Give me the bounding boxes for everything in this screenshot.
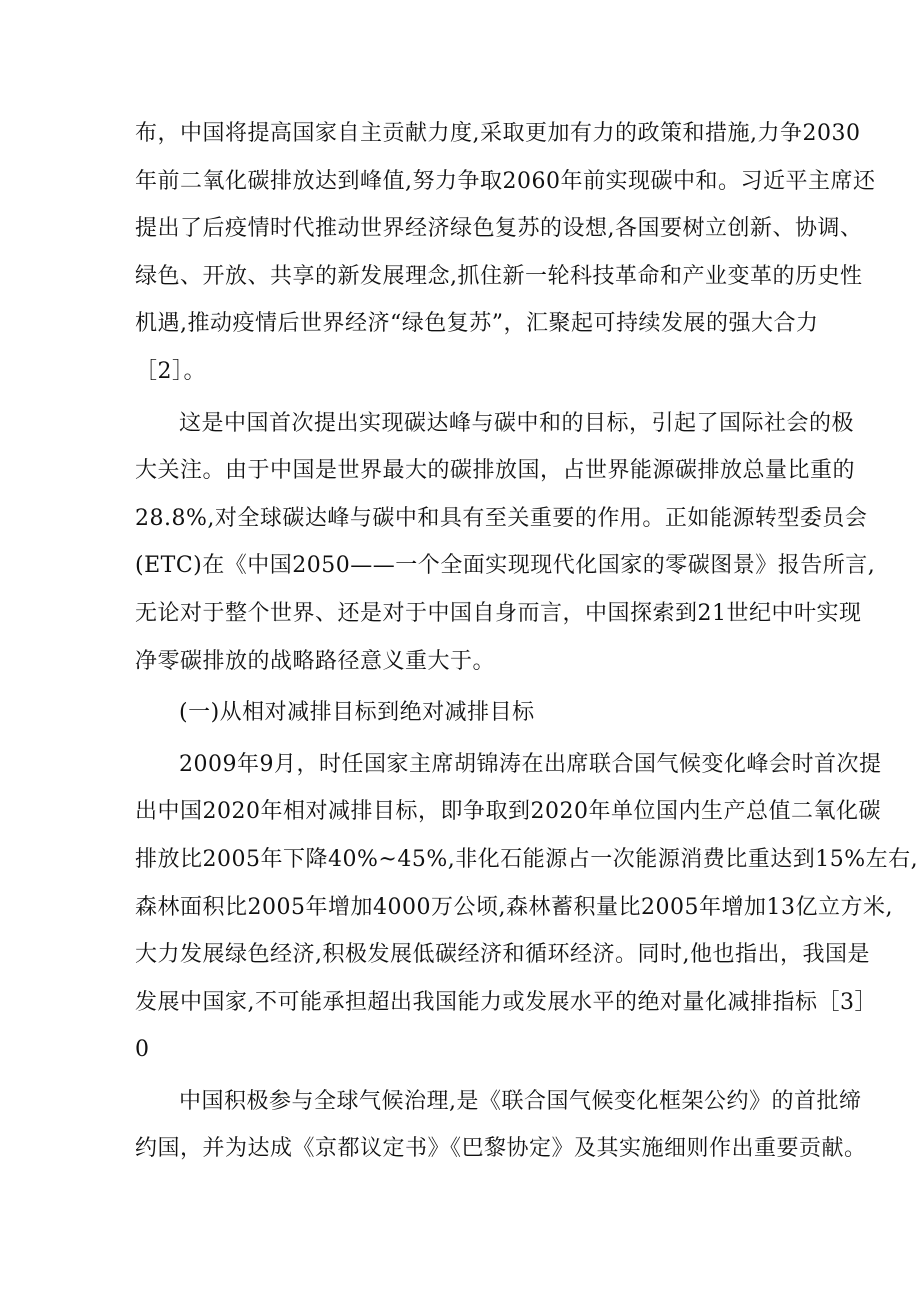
text-line: (ETC)在《中国2050——一个全面实现现代化国家的零碳图景》报告所言, <box>135 553 876 579</box>
text-line: 提出了后疫情时代推动世界经济绿色复苏的设想,各国要树立创新、协调、 <box>135 216 863 242</box>
section-heading <box>135 689 795 737</box>
text-line: 净零碳排放的战略路径意义重大于。 <box>135 648 496 674</box>
text-line: 出中国2020年相对减排目标，即争取到2020年单位国内生产总值二氧化碳 <box>135 799 881 825</box>
text-line: 约国，并为达成《京都议定书》《巴黎协定》及其实施细则作出重要贡献。 <box>135 1136 867 1162</box>
text-line: 无论对于整个世界、还是对于中国自身而言，中国探索到21世纪中叶实现 <box>135 600 862 626</box>
text-line: 发展中国家,不可能承担超出我国能力或发展水平的绝对量化减排指标［3］ <box>135 989 877 1015</box>
heading-text: (一)从相对减排目标到绝对减排目标 <box>179 700 535 726</box>
text-line: 绿色、开放、共享的新发展理念,抓住新一轮科技革命和产业变革的历史性 <box>135 263 863 289</box>
text-line: 28.8%,对全球碳达峰与碳中和具有至关重要的作用。正如能源转型委员会 <box>135 505 868 531</box>
text-line: 0 <box>135 1037 150 1063</box>
paragraph-3 <box>135 741 919 1074</box>
paragraph-4 <box>135 1078 867 1173</box>
text-line: 年前二氧化碳排放达到峰值,努力争取2060年前实现碳中和。习近平主席还 <box>135 168 876 194</box>
text-line: 2009年9月，时任国家主席胡锦涛在出席联合国气候变化峰会时首次提 <box>179 751 882 777</box>
text-line: 森林面积比2005年增加4000万公顷,森林蓄积量比2005年增加13亿立方米, <box>135 894 893 920</box>
document-body <box>135 110 919 1177</box>
text-line: 排放比2005年下降40%~45%,非化石能源占一次能源消费比重达到15%左右, <box>135 846 919 872</box>
text-line: 大力发展绿色经济,积极发展低碳经济和循环经济。同时,他也指出，我国是 <box>135 942 870 968</box>
text-line: 这是中国首次提出实现碳达峰与碳中和的目标，引起了国际社会的极 <box>179 410 855 436</box>
text-line: ［2］。 <box>135 358 206 384</box>
text-line: 大关注。由于中国是世界最大的碳排放国，占世界能源碳排放总量比重的 <box>135 458 856 484</box>
text-line: 机遇,推动疫情后世界经济“绿色复苏”，汇聚起可持续发展的强大合力 <box>135 311 819 337</box>
text-line: 中国积极参与全球气候治理,是《联合国气候变化框架公约》的首批缔 <box>179 1088 862 1114</box>
text-line: 布，中国将提高国家自主贡献力度,采取更加有力的政策和措施,力争2030 <box>135 121 861 146</box>
paragraph-1 <box>135 110 876 396</box>
paragraph-2 <box>135 400 876 686</box>
